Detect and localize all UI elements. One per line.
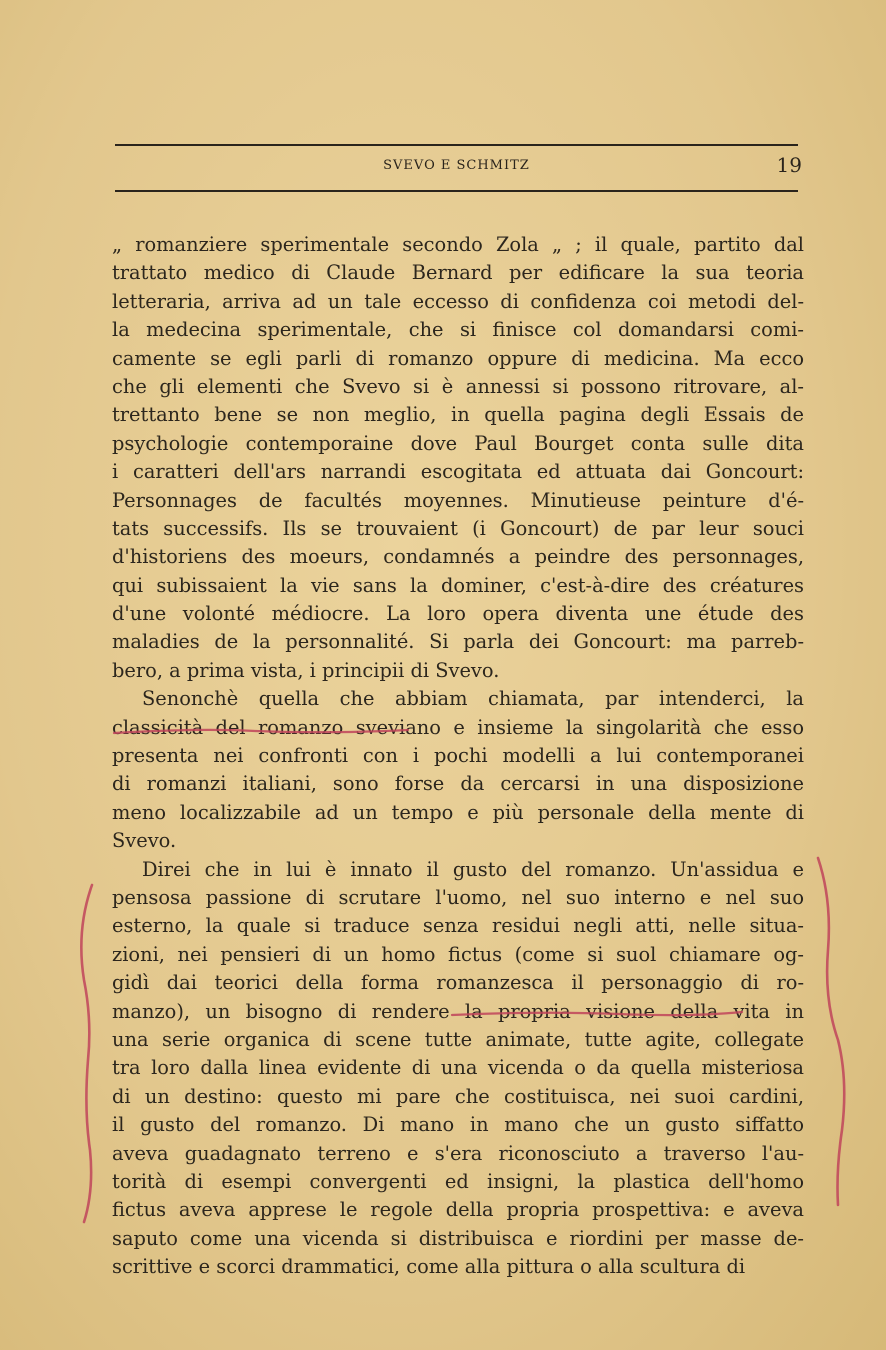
text-line: esterno, la quale si traduce senza residui negli atti, nelle situa-: [112, 914, 804, 938]
text-line: psychologie contemporaine dove Paul Bourget conta sulle dita: [112, 431, 804, 455]
text-line: camente se egli parli di romanzo oppure di medicina. Ma ecco: [112, 346, 804, 370]
text-line: tats successifs. Ils se trouvaient (i Goncourt) de par leur souci: [112, 516, 804, 540]
text-line: tra loro dalla linea evidente di una vicenda o da quella misteriosa: [112, 1056, 804, 1080]
text-line: presenta nei confronti con i pochi modelli a lui contemporanei: [112, 744, 804, 768]
text-line: trettanto bene se non meglio, in quella pagina degli Essais de: [112, 403, 804, 427]
text-line: i caratteri dell'ars narrandi escogitata ed attuata dai Goncourt:: [112, 460, 804, 484]
header-rule-top: [115, 144, 798, 146]
text-line: Svevo.: [112, 829, 177, 853]
text-line: qui subissaient la vie sans la dominer, c'est-à-dire des créatures: [112, 573, 804, 597]
text-line: zioni, nei pensieri di un homo fictus (come si suol chiamare og-: [112, 942, 804, 966]
paragraph: [112, 856, 804, 1282]
left-margin-bracket: [81, 885, 92, 1222]
text-line: bero, a prima vista, i principii di Svevo.: [112, 658, 500, 682]
text-line: letteraria, arriva ad un tale eccesso di confidenza coi metodi del-: [112, 289, 804, 313]
text-line: fictus aveva apprese le regole della propria prospettiva: e aveva: [112, 1198, 804, 1222]
text-line: d'une volonté médiocre. La loro opera diventa une étude des: [112, 602, 804, 626]
text-line: il gusto del romanzo. Di mano in mano che un gusto siffatto: [112, 1113, 804, 1137]
text-line: pensosa passione di scrutare l'uomo, nel suo interno e nel suo: [112, 885, 804, 909]
page-number: 19: [776, 153, 802, 177]
paragraph: [112, 231, 804, 685]
text-line: di un destino: questo mi pare che costituisca, nei suoi cardini,: [112, 1084, 804, 1108]
text-line: classicità del romanzo sveviano e insieme la singolarità che esso: [112, 715, 804, 739]
text-line: scrittive e scorci drammatici, come alla pittura o alla scultura di: [112, 1255, 746, 1279]
text-line: d'historiens des moeurs, condamnés a peindre des personnages,: [112, 545, 804, 569]
text-line: gidì dai teorici della forma romanzesca il personaggio di ro-: [112, 971, 804, 995]
text-line: maladies de la personnalité. Si parla dei Goncourt: ma parreb-: [112, 630, 804, 654]
text-line: che gli elementi che Svevo si è annessi si possono ritrovare, al-: [112, 374, 804, 398]
right-margin-bracket: [818, 858, 844, 1205]
text-line: trattato medico di Claude Bernard per edificare la sua teoria: [112, 261, 804, 285]
text-line: di romanzi italiani, sono forse da cercarsi in una disposizione: [112, 772, 804, 796]
paragraph: [112, 685, 804, 855]
text-line: Senonchè quella che abbiam chiamata, par intenderci, la: [142, 687, 804, 711]
text-line: torità di esempi convergenti ed insigni, la plastica dell'homo: [112, 1169, 804, 1193]
text-line: aveva guadagnato terreno e s'era riconosciuto a traverso l'au-: [112, 1141, 804, 1165]
text-line: manzo), un bisogno di rendere la propria visione della vita in: [112, 999, 804, 1023]
text-line: „ romanziere sperimentale secondo Zola „ ; il quale, partito dal: [112, 233, 804, 256]
running-head: SVEVO E SCHMITZ: [383, 158, 530, 173]
text-line: la medecina sperimentale, che si finisce col domandarsi comi-: [112, 318, 804, 342]
text-line: una serie organica di scene tutte animate, tutte agite, collegate: [112, 1027, 804, 1051]
header-rule-bottom: [115, 190, 798, 192]
text-line: meno localizzabile ad un tempo e più personale della mente di: [112, 800, 804, 824]
text-line: Personnages de facultés moyennes. Minutieuse peinture d'é-: [112, 488, 804, 512]
text-line: saputo come una vicenda si distribuisca e riordini per masse de-: [112, 1226, 804, 1250]
text-line: Direi che in lui è innato il gusto del romanzo. Un'assidua e: [142, 857, 804, 881]
body-text: [112, 231, 804, 1281]
